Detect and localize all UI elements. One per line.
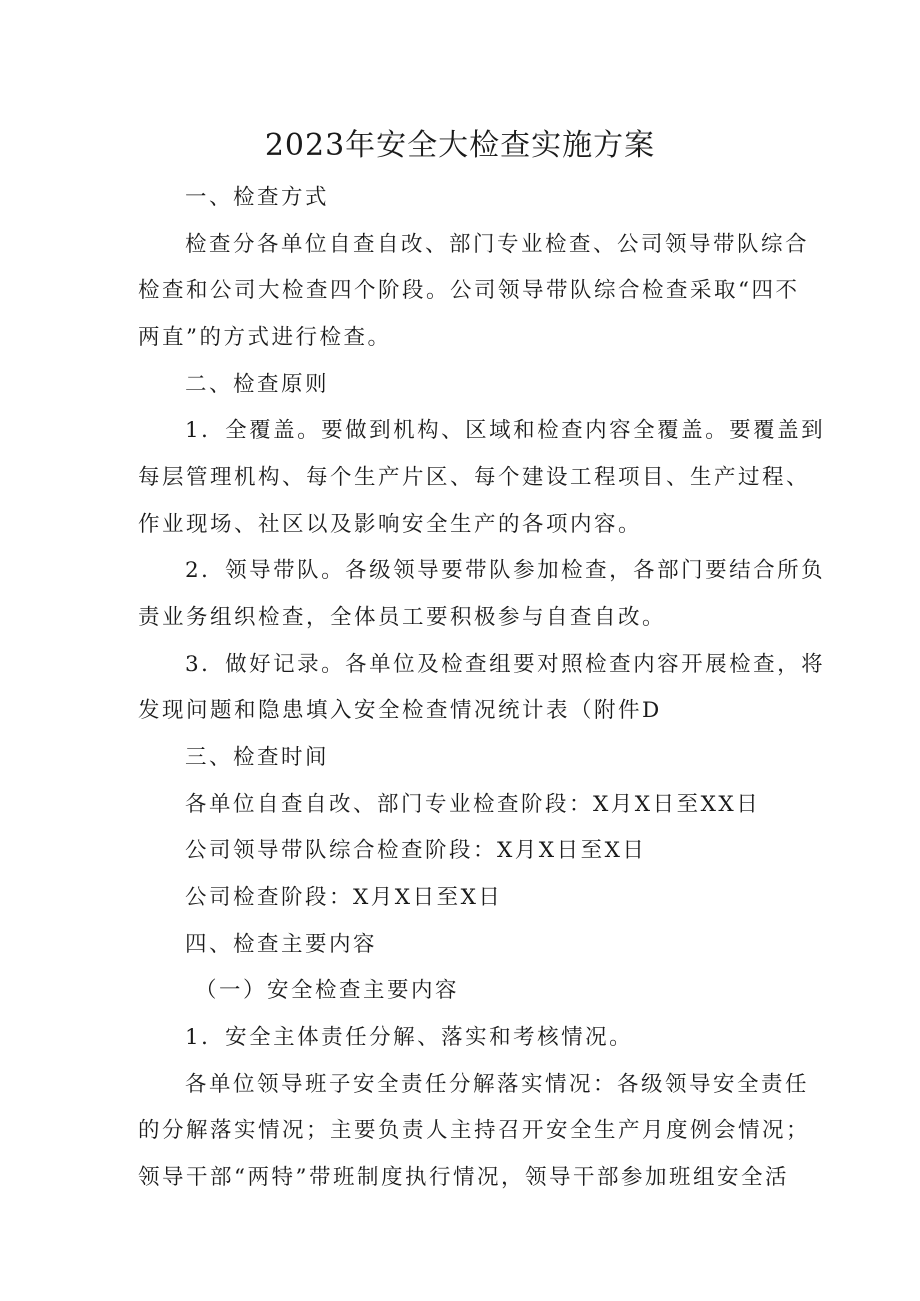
paragraph-line: 检查分各单位自查自改、部门专业检查、公司领导带队综合 — [185, 232, 810, 257]
paragraph-line: 领导干部“两特”带班制度执行情况，领导干部参加班组安全活 — [138, 1165, 789, 1190]
paragraph-line: 作业现场、社区以及影响安全生产的各项内容。 — [138, 512, 643, 537]
section-heading-time: 三、检查时间 — [185, 745, 330, 770]
paragraph-line: 3．做好记录。各单位及检查组要对照检查内容开展检查，将 — [185, 652, 826, 677]
schedule-line: 各单位自查自改、部门专业检查阶段：X月X日至XX日 — [185, 792, 761, 817]
paragraph-line: 2．领导带队。各级领导要带队参加检查，各部门要结合所负 — [185, 558, 826, 583]
schedule-line: 公司检查阶段：X月X日至X日 — [185, 885, 503, 910]
subsection-heading: （一）安全检查主要内容 — [195, 978, 460, 1003]
paragraph-line: 1．安全主体责任分解、落实和考核情况。 — [185, 1025, 634, 1050]
paragraph-line: 的分解落实情况；主要负责人主持召开安全生产月度例会情况； — [138, 1118, 811, 1143]
paragraph-line: 两直”的方式进行检查。 — [138, 325, 392, 350]
paragraph-line: 发现问题和隐患填入安全检查情况统计表（附件D — [138, 698, 662, 723]
paragraph-line: 责业务组织检查，全体员工要积极参与自查自改。 — [138, 605, 667, 630]
schedule-line: 公司领导带队综合检查阶段：X月X日至X日 — [185, 838, 647, 863]
section-heading-method: 一、检查方式 — [185, 185, 330, 210]
document-title: 2023年安全大检查实施方案 — [264, 128, 656, 163]
paragraph-line: 1．全覆盖。要做到机构、区域和检查内容全覆盖。要覆盖到 — [185, 418, 826, 443]
section-heading-principle: 二、检查原则 — [185, 372, 330, 397]
paragraph-line: 各单位领导班子安全责任分解落实情况：各级领导安全责任 — [185, 1072, 810, 1097]
section-heading-content: 四、检查主要内容 — [185, 932, 378, 957]
paragraph-line: 每层管理机构、每个生产片区、每个建设工程项目、生产过程、 — [138, 465, 811, 490]
paragraph-line: 检查和公司大检查四个阶段。公司领导带队综合检查采取“四不 — [138, 278, 800, 303]
